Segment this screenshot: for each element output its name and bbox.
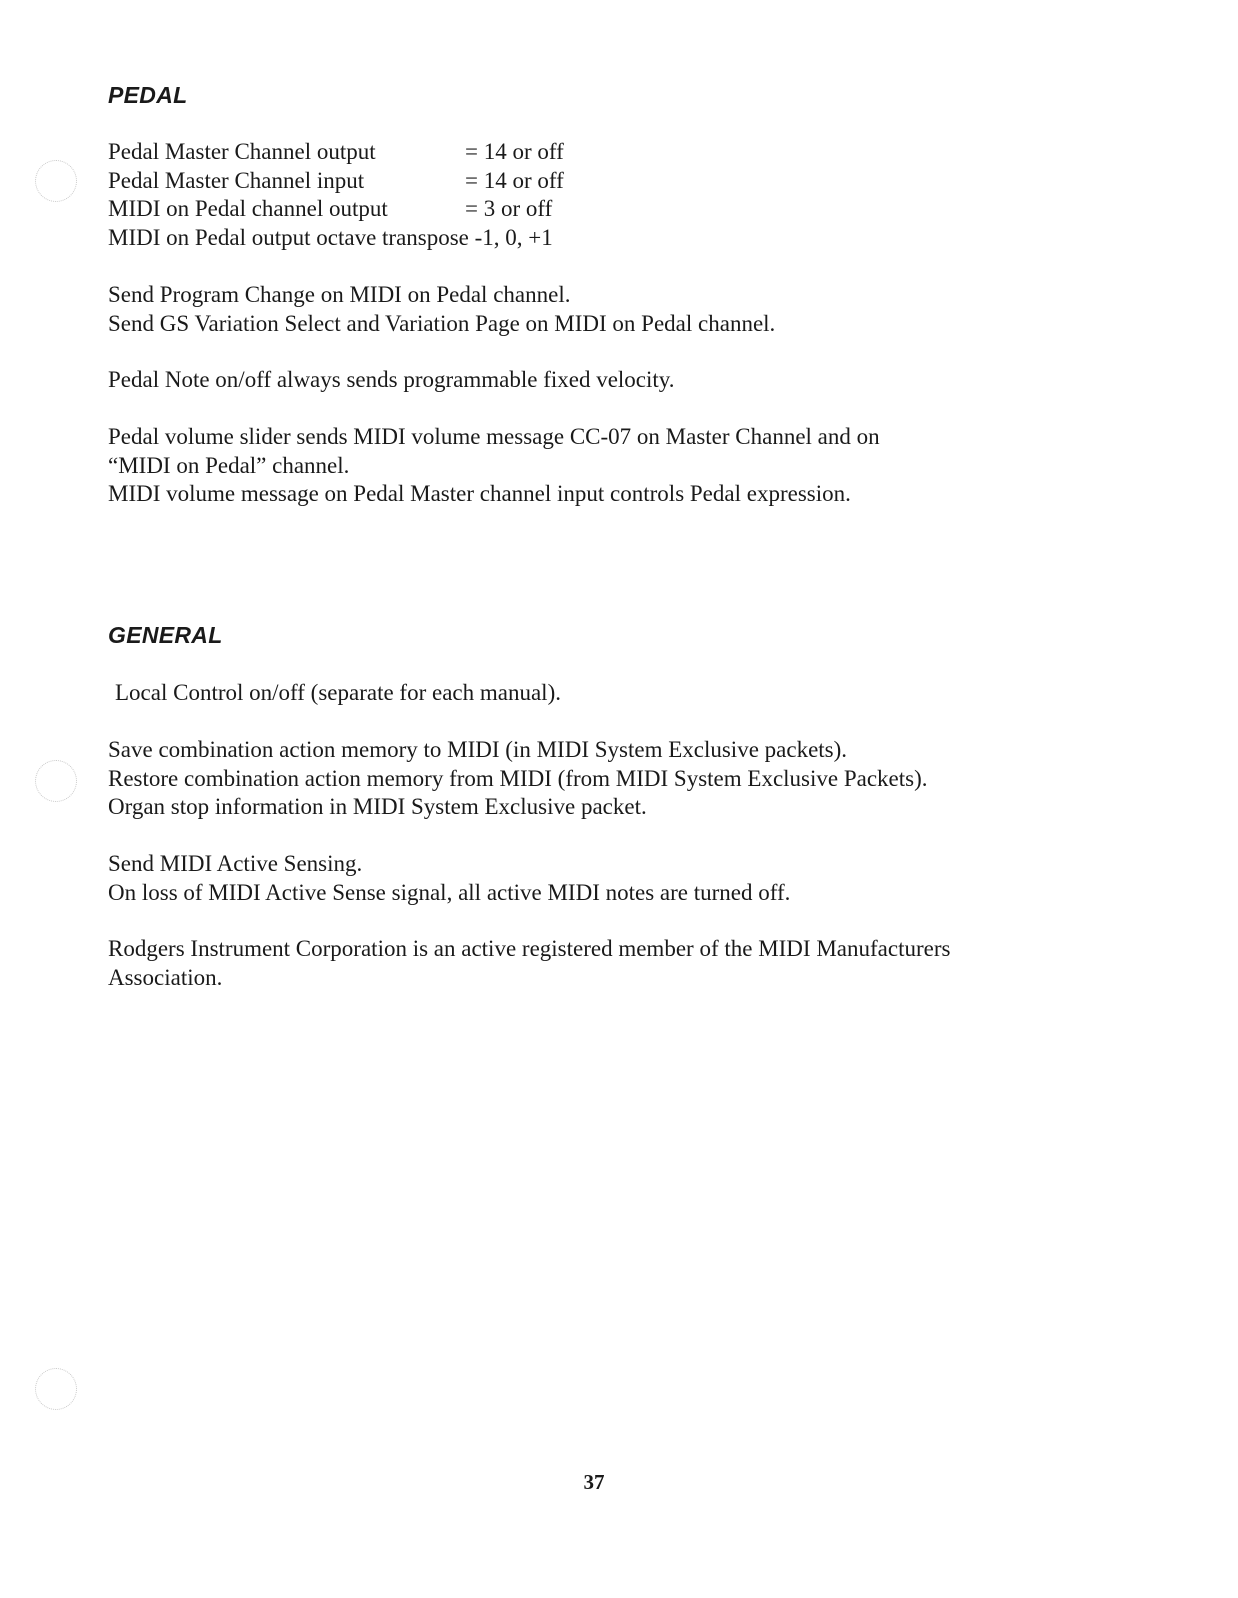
membership-line-1: Rodgers Instrument Corporation is an active registered member of the MIDI Manufacturers — [108, 936, 951, 961]
param-label: Pedal Master Channel output — [108, 139, 376, 164]
param-row — [108, 195, 552, 224]
note-velocity-line: Pedal Note on/off always sends programmable fixed velocity. — [108, 367, 675, 392]
volume-expression-line: MIDI volume message on Pedal Master channel input controls Pedal expression. — [108, 481, 851, 506]
param-value: = 14 or off — [465, 167, 564, 193]
membership-line-2: Association. — [108, 964, 223, 990]
param-label: MIDI on Pedal channel output — [108, 196, 388, 221]
stop-info-line: Organ stop information in MIDI System Exclusive packet. — [108, 794, 647, 819]
volume-slider-line-2: “MIDI on Pedal” channel. — [108, 452, 350, 478]
page-number: 37 — [583, 1470, 605, 1494]
punch-hole-top — [35, 160, 77, 202]
param-value: = 14 or off — [465, 139, 564, 164]
transpose-line: MIDI on Pedal output octave transpose -1, 0, +1 — [108, 224, 553, 250]
program-change-line: Send Program Change on MIDI on Pedal channel. — [108, 282, 571, 307]
param-label: Pedal Master Channel input — [108, 167, 365, 193]
active-sensing-line: Send MIDI Active Sensing. — [108, 851, 363, 876]
gs-variation-line: Send GS Variation Select and Variation Page on MIDI on Pedal channel. — [108, 310, 776, 336]
section-heading-general: GENERAL — [108, 622, 223, 648]
loss-of-signal-line: On loss of MIDI Active Sense signal, all active MIDI notes are turned off. — [108, 879, 791, 905]
save-memory-line: Save combination action memory to MIDI (in MIDI System Exclusive packets). — [108, 737, 848, 762]
punch-hole-bottom — [35, 1368, 77, 1410]
volume-slider-line-1: Pedal volume slider sends MIDI volume message CC-07 on Master Channel and on — [108, 424, 880, 449]
section-heading-pedal: PEDAL — [108, 82, 188, 108]
local-control-line: Local Control on/off (separate for each manual). — [115, 680, 561, 705]
restore-memory-line: Restore combination action memory from MIDI (from MIDI System Exclusive Packets). — [108, 765, 928, 791]
param-row — [108, 138, 564, 167]
param-value: = 3 or off — [465, 196, 553, 221]
param-row — [108, 167, 564, 196]
punch-hole-middle — [35, 760, 77, 802]
